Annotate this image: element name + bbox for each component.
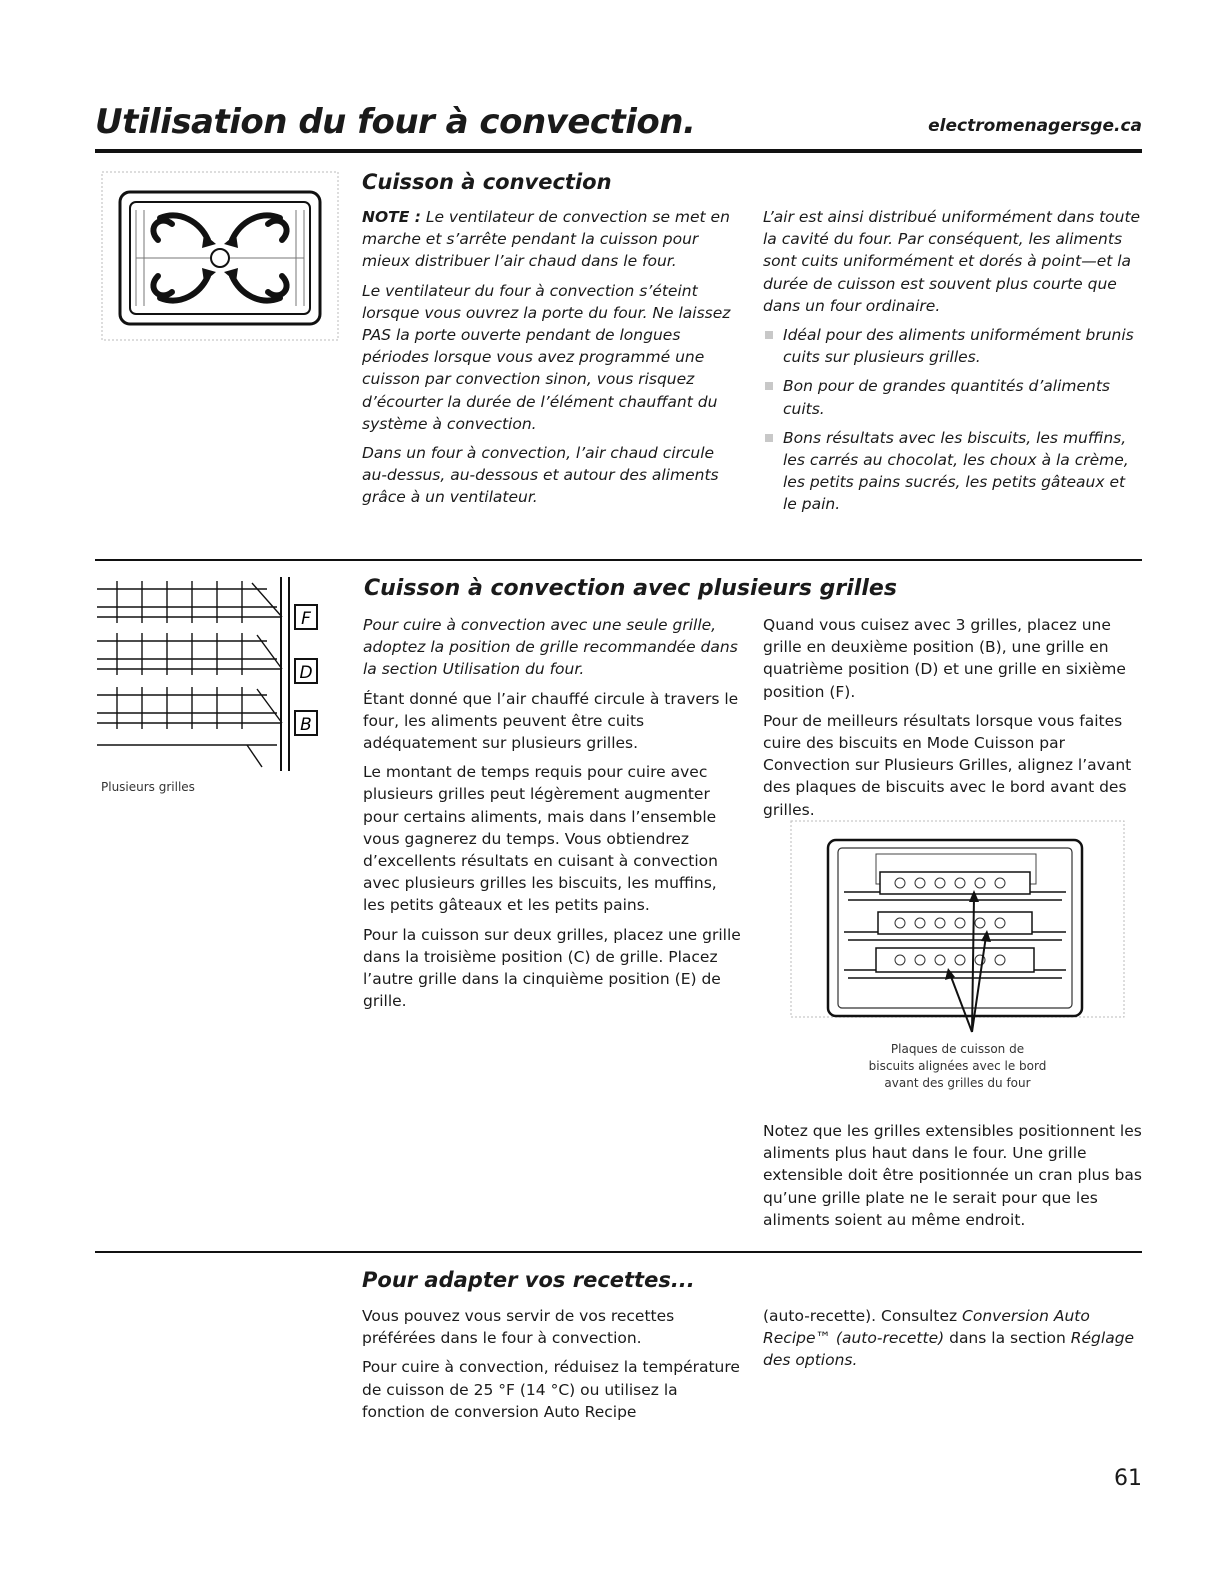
page-number: 61 xyxy=(1114,1466,1142,1491)
extension-racks-paragraph: Notez que les grilles extensibles positionnent les aliments plus haut dans le four. Une grille extensible doit être positionnée un cran plus bas qu’une grille plate ne le serait pour que les aliments soient au même endroit. xyxy=(763,1122,1142,1229)
rack-caption: Plusieurs grilles xyxy=(101,780,195,794)
rack-letter-f: F xyxy=(301,609,311,629)
list-item: Idéal pour des aliments uniformément brunis cuits sur plusieurs grilles. xyxy=(763,324,1143,368)
hot-air-paragraph: Dans un four à convection, l’air chaud circule au-dessus, au-dessous et autour des aliments grâce à un ventilateur. xyxy=(362,444,719,507)
extension-racks-column xyxy=(763,1120,1143,1238)
convection-right-column xyxy=(763,206,1143,523)
multirack-left-column xyxy=(363,614,743,1019)
rack-letter-d: D xyxy=(299,663,313,683)
convection-fan-illustration xyxy=(100,170,340,342)
time-paragraph: Le montant de temps requis pour cuire avec plusieurs grilles peut légèrement augmenter pour certains aliments, mais dans l’ensemble vous gagnerez du temps. Vous obtiendrez d’excellents résultats en cuisant à convection avec plusieurs grilles les biscuits, les muffins, les petits gâteaux et les petits pains. xyxy=(363,763,718,915)
two-racks-paragraph: Pour la cuisson sur deux grilles, placez une grille dans la troisième position (C) de grille. Placez l’autre grille dans la cinquième position (E) de grille. xyxy=(363,925,741,1011)
site-url: electromenagersge.ca xyxy=(928,116,1142,136)
auto-recipe-paragraph xyxy=(763,1305,1143,1372)
note-text: Le ventilateur de convection se met en marche et s’arrête pendant la cuisson pour mieux distribuer l’air chaud dans le four. xyxy=(362,208,730,271)
options-ref: Réglage des options. xyxy=(763,1329,1135,1370)
adapt-left-column xyxy=(362,1305,742,1430)
auto-recipe-text-a: (auto-recette). Consultez xyxy=(763,1307,963,1325)
header-rule xyxy=(95,149,1142,153)
list-item: Bon pour de grandes quantités d’aliments cuits. xyxy=(763,375,1143,419)
multirack-right-column xyxy=(763,614,1143,828)
section-title-adapt-recipes: Pour adapter vos recettes... xyxy=(362,1268,695,1292)
three-racks-paragraph: Quand vous cuisez avec 3 grilles, placez une grille en deuxième position (B), une grille en quatrième position (D) et une grille en sixième position (F). xyxy=(763,616,1126,701)
convection-left-column xyxy=(362,206,734,516)
section-title-multiple-racks: Cuisson à convection avec plusieurs grilles xyxy=(364,576,897,601)
oven-caption-line-3: avant des grilles du four xyxy=(884,1076,1031,1090)
section-divider xyxy=(95,559,1142,561)
air-distribution-paragraph: L’air est ainsi distribué uniformément dans toute la cavité du four. Par conséquent, les aliments sont cuits uniformément et dorés à point—et la durée de cuisson est souvent plus courte que dans un four ordinaire. xyxy=(763,208,1141,315)
fan-door-paragraph: Le ventilateur du four à convection s’éteint lorsque vous ouvrez la porte du four. Ne laissez PAS la porte ouverte pendant de longues périodes lorsque vous avez programmé une cuisson par convection sinon, vous risquez d’écourter la durée de l’élément chauffant du système à convection. xyxy=(362,281,731,433)
page-title: Utilisation du four à convection. xyxy=(95,102,696,142)
rack-letter-b: B xyxy=(300,715,312,735)
list-item: Bons résultats avec les biscuits, les muffins, les carrés au chocolat, les choux à la crème, les petits pains sucrés, les petits gâteaux et le pain. xyxy=(763,427,1143,516)
cookie-sheets-oven-illustration xyxy=(790,820,1125,1040)
auto-recipe-ref: Conversion Auto Recipe™ (auto-recette) xyxy=(763,1307,1090,1348)
oven-caption-line-1: Plaques de cuisson de xyxy=(890,1042,1025,1056)
rack-positions-illustration xyxy=(97,577,337,771)
note-paragraph xyxy=(362,206,734,273)
air-circulates-paragraph: Étant donné que l’air chauffé circule à travers le four, les aliments peuvent être cuits adéquatement sur plusieurs grilles. xyxy=(363,689,739,753)
single-rack-paragraph: Pour cuire à convection avec une seule grille, adoptez la position de grille recommandée dans la section Utilisation du four. xyxy=(363,616,738,679)
benefits-list xyxy=(763,324,1143,516)
oven-caption-line-2: biscuits alignées avec le bord xyxy=(868,1059,1047,1073)
section-title-convection: Cuisson à convection xyxy=(362,170,612,194)
oven-caption xyxy=(840,1041,1075,1092)
cookies-paragraph: Pour de meilleurs résultats lorsque vous faites cuire des biscuits en Mode Cuisson par Convection sur Plusieurs Grilles, alignez l’avant des plaques de biscuits avec le bord avant des grilles. xyxy=(763,711,1132,819)
note-label: NOTE : xyxy=(362,208,421,226)
adapt-right-column xyxy=(763,1305,1143,1379)
auto-recipe-text-c: dans la section xyxy=(944,1329,1071,1348)
favorite-recipes-paragraph: Vous pouvez vous servir de vos recettes préférées dans le four à convection. xyxy=(362,1307,675,1348)
section-divider xyxy=(95,1251,1142,1253)
reduce-temperature-paragraph: Pour cuire à convection, réduisez la température de cuisson de 25 °F (14 °C) ou utilisez la fonction de conversion Auto Recipe xyxy=(362,1358,740,1421)
